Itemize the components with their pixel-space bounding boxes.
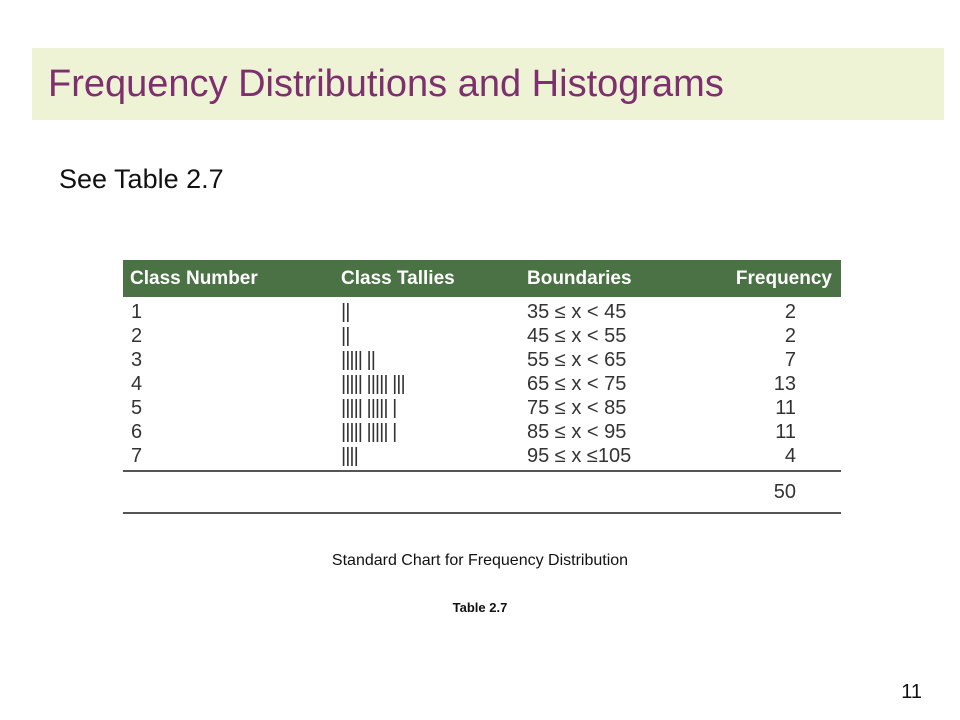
class-number-cell: 1 (131, 301, 143, 323)
boundary-cell: 65 ≤ x < 75 (527, 373, 627, 395)
boundary-cell: 45 ≤ x < 55 (527, 325, 627, 347)
frequency-cell: 2 (784, 301, 796, 323)
table-row (123, 300, 841, 324)
table-bottom-rule (123, 512, 841, 514)
table-row (123, 444, 841, 468)
boundary-cell: 55 ≤ x < 65 (527, 349, 627, 371)
tally-cell: || (341, 325, 350, 347)
class-number-cell: 6 (131, 421, 143, 443)
table-row (123, 348, 841, 372)
class-number-cell: 5 (131, 397, 143, 419)
table-label: Table 2.7 (452, 600, 508, 615)
frequency-total: 50 (773, 481, 796, 503)
frequency-cell: 11 (775, 421, 796, 443)
table-caption: Standard Chart for Frequency Distribution (331, 552, 629, 569)
page-number: 11 (901, 681, 922, 703)
slide-title: Frequency Distributions and Histograms (48, 63, 724, 105)
tally-cell: ||||| ||||| | (341, 397, 397, 419)
boundary-cell: 35 ≤ x < 45 (527, 301, 627, 323)
class-number-cell: 2 (131, 325, 143, 347)
table-row (123, 396, 841, 420)
frequency-cell: 7 (784, 349, 796, 371)
title-band (32, 48, 944, 120)
header-class-tallies: Class Tallies (341, 268, 455, 289)
header-frequency: Frequency (735, 268, 832, 289)
tally-cell: ||||| ||||| ||| (341, 373, 405, 395)
boundary-cell: 75 ≤ x < 85 (527, 397, 627, 419)
frequency-cell: 2 (784, 325, 796, 347)
tally-cell: ||||| || (341, 349, 375, 371)
table-row (123, 324, 841, 348)
table-row (123, 372, 841, 396)
class-number-cell: 4 (131, 373, 143, 395)
table-body (123, 300, 841, 468)
header-class-number: Class Number (130, 268, 258, 289)
tally-cell: ||||| ||||| | (341, 421, 397, 443)
tally-cell: |||| (341, 445, 358, 467)
boundary-cell: 95 ≤ x ≤105 (527, 445, 632, 467)
frequency-cell: 11 (775, 397, 796, 419)
slide-subtitle: See Table 2.7 (59, 164, 224, 194)
tally-cell: || (341, 301, 350, 323)
frequency-cell: 4 (784, 445, 796, 467)
table-divider (123, 470, 841, 472)
header-boundaries: Boundaries (527, 268, 632, 289)
class-number-cell: 7 (131, 445, 143, 467)
frequency-cell: 13 (773, 373, 796, 395)
frequency-table (123, 260, 841, 514)
boundary-cell: 85 ≤ x < 95 (527, 421, 627, 443)
table-header (123, 260, 841, 297)
table-row (123, 420, 841, 444)
class-number-cell: 3 (131, 349, 143, 371)
